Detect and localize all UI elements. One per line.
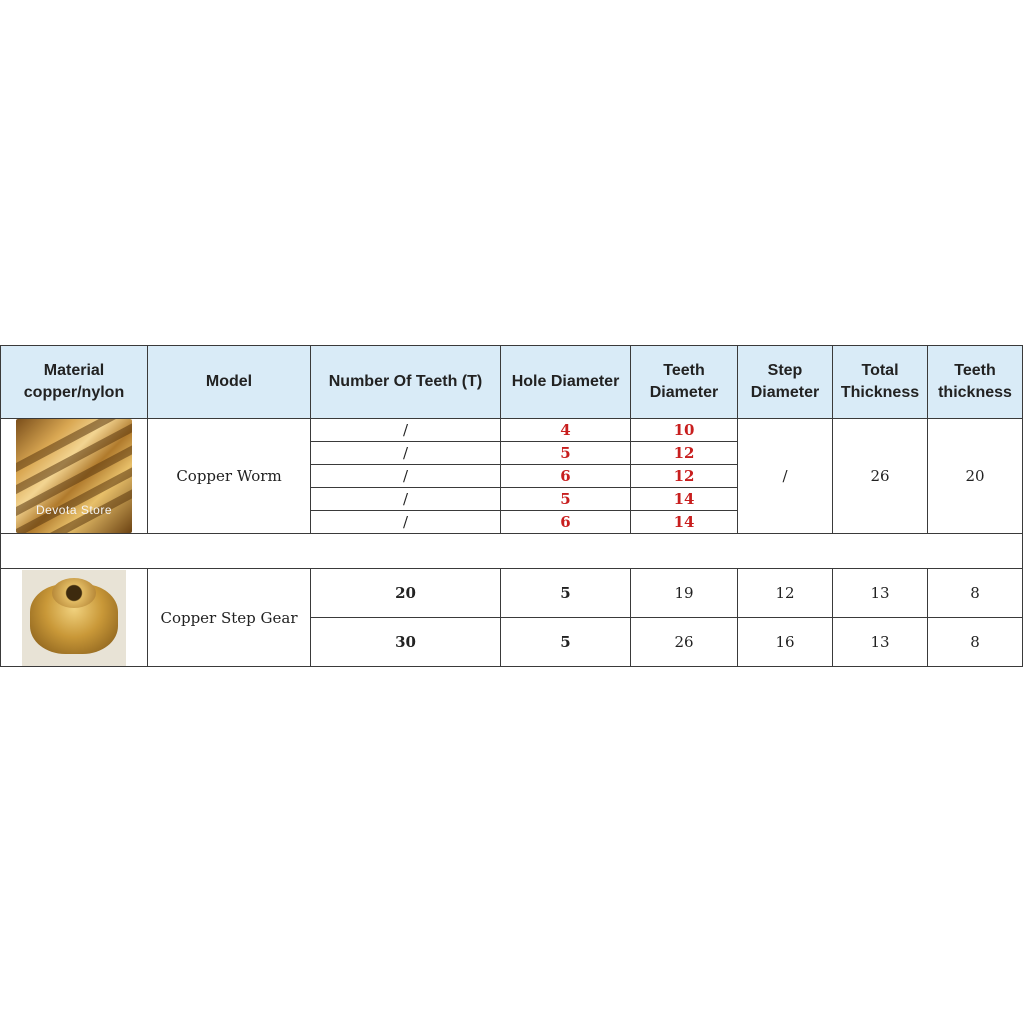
worm-total-thickness: 26 [833, 419, 928, 534]
gear-teeth-thickness: 8 [928, 618, 1023, 667]
worm-hole: 4 [501, 419, 631, 442]
worm-teeth: / [311, 488, 501, 511]
gear-teeth-diameter: 19 [631, 569, 738, 618]
worm-teeth-thickness: 20 [928, 419, 1023, 534]
gear-teeth-thickness: 8 [928, 569, 1023, 618]
gear-teeth-diameter: 26 [631, 618, 738, 667]
spacer-cell [1, 534, 1023, 569]
spec-table [0, 345, 1023, 667]
gear-step-diameter: 16 [738, 618, 833, 667]
header-hole-diameter: Hole Diameter [501, 346, 631, 419]
header-teeth-diameter: Teeth Diameter [631, 346, 738, 419]
worm-teeth-diameter: 14 [631, 488, 738, 511]
worm-teeth-diameter: 12 [631, 465, 738, 488]
worm-hole: 5 [501, 488, 631, 511]
worm-photo-cell [1, 419, 148, 534]
worm-teeth: / [311, 511, 501, 534]
header-material: Material copper/nylon [1, 346, 148, 419]
worm-teeth: / [311, 419, 501, 442]
gear-total-thickness: 13 [833, 618, 928, 667]
header-number-of-teeth: Number Of Teeth (T) [311, 346, 501, 419]
worm-hole: 6 [501, 511, 631, 534]
worm-model: Copper Worm [148, 419, 311, 534]
gear-teeth: 30 [311, 618, 501, 667]
worm-row [1, 419, 1023, 442]
header-step-diameter: Step Diameter [738, 346, 833, 419]
worm-teeth: / [311, 442, 501, 465]
copper-step-gear-image [22, 570, 126, 666]
gear-teeth: 20 [311, 569, 501, 618]
header-model: Model [148, 346, 311, 419]
header-total-thickness: Total Thickness [833, 346, 928, 419]
worm-teeth-diameter: 10 [631, 419, 738, 442]
worm-teeth-diameter: 12 [631, 442, 738, 465]
gear-photo-cell [1, 569, 148, 667]
copper-worm-image [16, 419, 132, 533]
worm-hole: 6 [501, 465, 631, 488]
gear-row [1, 569, 1023, 618]
gear-model: Copper Step Gear [148, 569, 311, 667]
worm-step-diameter: / [738, 419, 833, 534]
spacer-row [1, 534, 1023, 569]
gear-hole: 5 [501, 618, 631, 667]
watermark-text: Devota Store [35, 503, 113, 517]
gear-hole: 5 [501, 569, 631, 618]
worm-teeth-diameter: 14 [631, 511, 738, 534]
gear-total-thickness: 13 [833, 569, 928, 618]
gear-step-diameter: 12 [738, 569, 833, 618]
worm-teeth: / [311, 465, 501, 488]
header-teeth-thickness: Teeth thickness [928, 346, 1023, 419]
header-row [1, 346, 1023, 419]
worm-hole: 5 [501, 442, 631, 465]
